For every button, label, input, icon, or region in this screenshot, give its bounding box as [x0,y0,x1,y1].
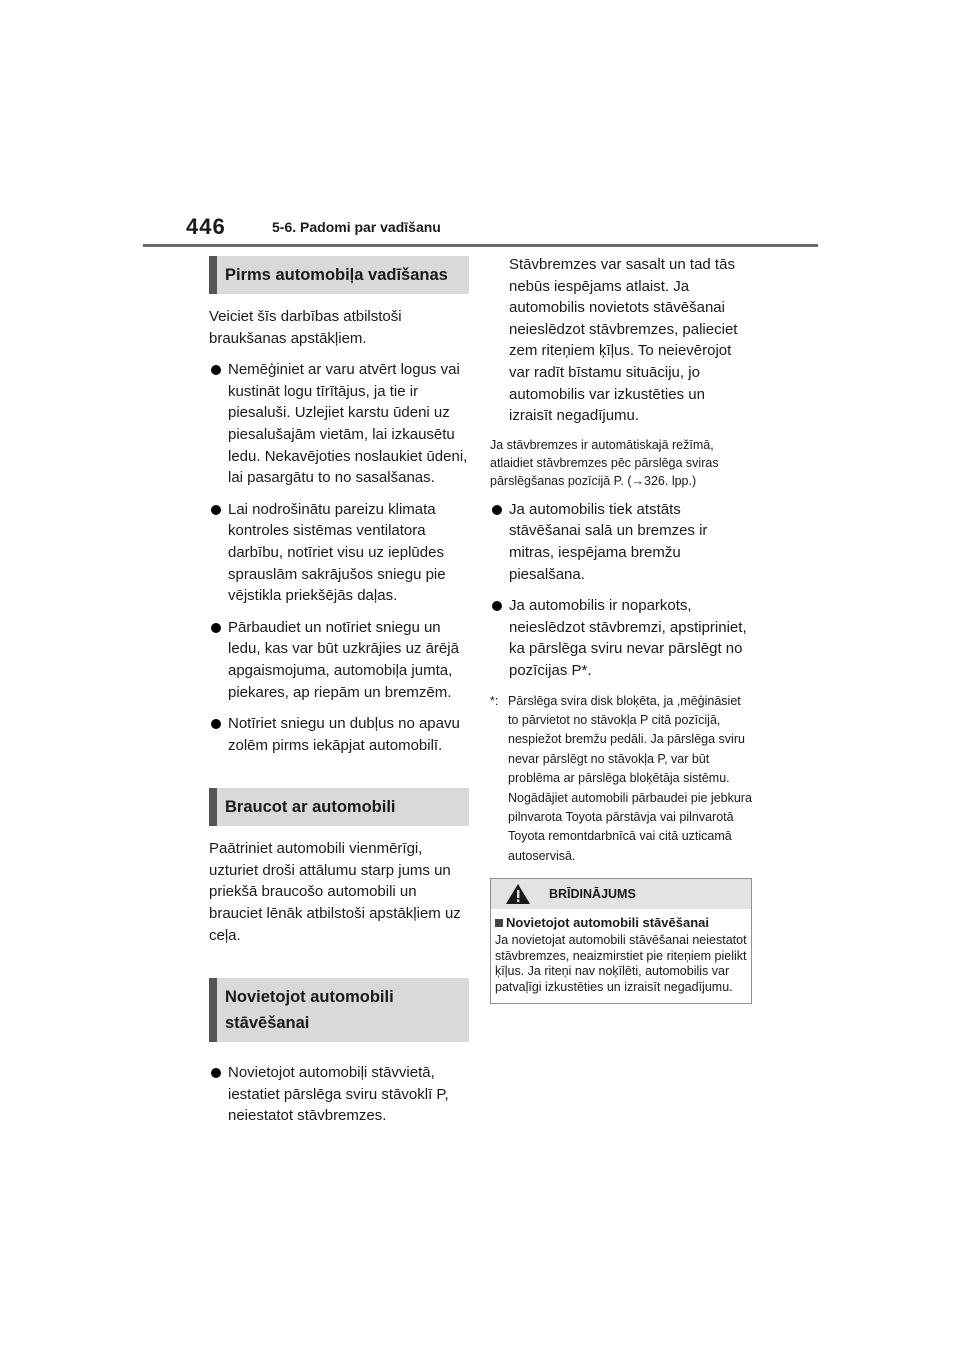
heading-while-driving: Braucot ar automobili [209,788,469,826]
footnote-text: Pārslēga svira disk bloķēta, ja ,mēģināsiet to pārvietot no stāvokļa P citā pozīcijā, nespiežot bremžu pedāli. Ja pārslēga sviru nevar pārslēgt no stāvokļa P, var būt problēma ar pārslēga bloķētāja sistēmu. Nogādājiet automobili pārbaudei pie jebkura pilnvarota Toyota pārstāvja vai pilnvarotā Toyota remontdarbnīcā vai citā uzticamā autoservisā. [508,693,752,863]
before-driving-list [209,359,469,756]
list-item: Notīriet sniegu un dubļus no apavu zolēm pirms iekāpjat automobilī. [209,713,469,756]
driving-text: Paātriniet automobili vienmērīgi, uzturiet droši attālumu starp jums un priekšā braucošo automobili un brauciet lēnāk atbilstoši apstākļiem uz ceļa. [209,840,461,944]
header-rule [143,244,818,247]
warning-title: BRĪDINĀJUMS [549,887,636,902]
list-item: Nemēģiniet ar varu atvērt logus vai kustināt logu tīrītājus, ja tie ir piesaluši. Uzlejiet karstu ūdeni uz piesalušajām vietām, lai izkausētu ledu. Nekavējoties noslaukiet ūdeni, lai pasargātu to no sasalšanas. [209,359,469,489]
warning-header [491,879,751,909]
section-title: 5-6. Padomi par vadīšanu [272,219,441,235]
page-number: 446 [186,214,226,239]
bullet-icon [211,1068,221,1078]
list-item: Lai nodrošinātu pareizu klimata kontroles sistēmas ventilatora darbību, notīriet visu uz ieplūdes sprauslām sakrājušos sniegu pie vējstikla priekšējās daļas. [209,499,469,607]
right-column [490,254,752,1004]
bullet-icon [211,623,221,633]
warning-subheading: Novietojot automobili stāvēšanai [495,915,747,930]
warning-text: Ja novietojat automobili stāvēšanai neiestatot stāvbremzes, neaizmirstiet pie riteņiem pielikt ķīļus. Ja riteņi nav noķīlēti, automobilis var patvaļīgi izkustēties un izraisīt negadījumu. [495,933,747,994]
bullet-icon [211,719,221,729]
square-bullet-icon [495,919,503,927]
list-item: Ja automobilis ir noparkots, neieslēdzot stāvbremzi, apstipriniet, ka pārslēga sviru nevar pārslēgt no pozīcijas P*. [490,595,752,681]
parking-list [209,1062,469,1127]
warning-triangle-icon [505,883,531,905]
parking-continuation: Stāvbremzes var sasalt un tad tās nebūs iespējams atlaist. Ja automobilis novietots stāvēšanai neieslēdzot stāvbremzes, palieciet zem riteņiem ķīļus. To neievērojot var radīt bīstamu situāciju, jo automobilis var izkustēties un izraisīt negadījumu. [509,256,738,425]
heading-parking: Novietojot automobili stāvēšanai [209,978,469,1042]
footnote-mark: *: [490,693,499,708]
footnote [490,692,752,867]
bullet-icon [211,505,221,515]
bullet-icon [492,505,502,515]
list-item: Novietojot automobiļi stāvvietā, iestatiet pārslēga sviru stāvoklī P, neiestatot stāvbremzes. [209,1062,469,1127]
list-item: Pārbaudiet un notīriet sniegu un ledu, kas var būt uzkrājies uz ārējā apgaismojuma, automobiļa jumta, piekares, ap riepām un bremzēm. [209,617,469,703]
heading-before-driving: Pirms automobiļa vadīšanas [209,256,469,294]
auto-mode-note: Ja stāvbremzes ir automātiskajā režīmā, atlaidiet stāvbremzes pēc pārslēga sviras pārslēgšanas pozīcijā P. (→326. lpp.) [490,437,719,488]
intro-text: Veiciet šīs darbības atbilstoši braukšanas apstākļiem. [209,308,402,347]
parking-bullets [490,499,752,682]
bullet-icon [211,365,221,375]
warning-box [490,878,752,1004]
left-column [209,256,469,1137]
bullet-icon [492,601,502,611]
list-item: Ja automobilis tiek atstāts stāvēšanai salā un bremzes ir mitras, iespējama bremžu piesalšana. [490,499,752,585]
